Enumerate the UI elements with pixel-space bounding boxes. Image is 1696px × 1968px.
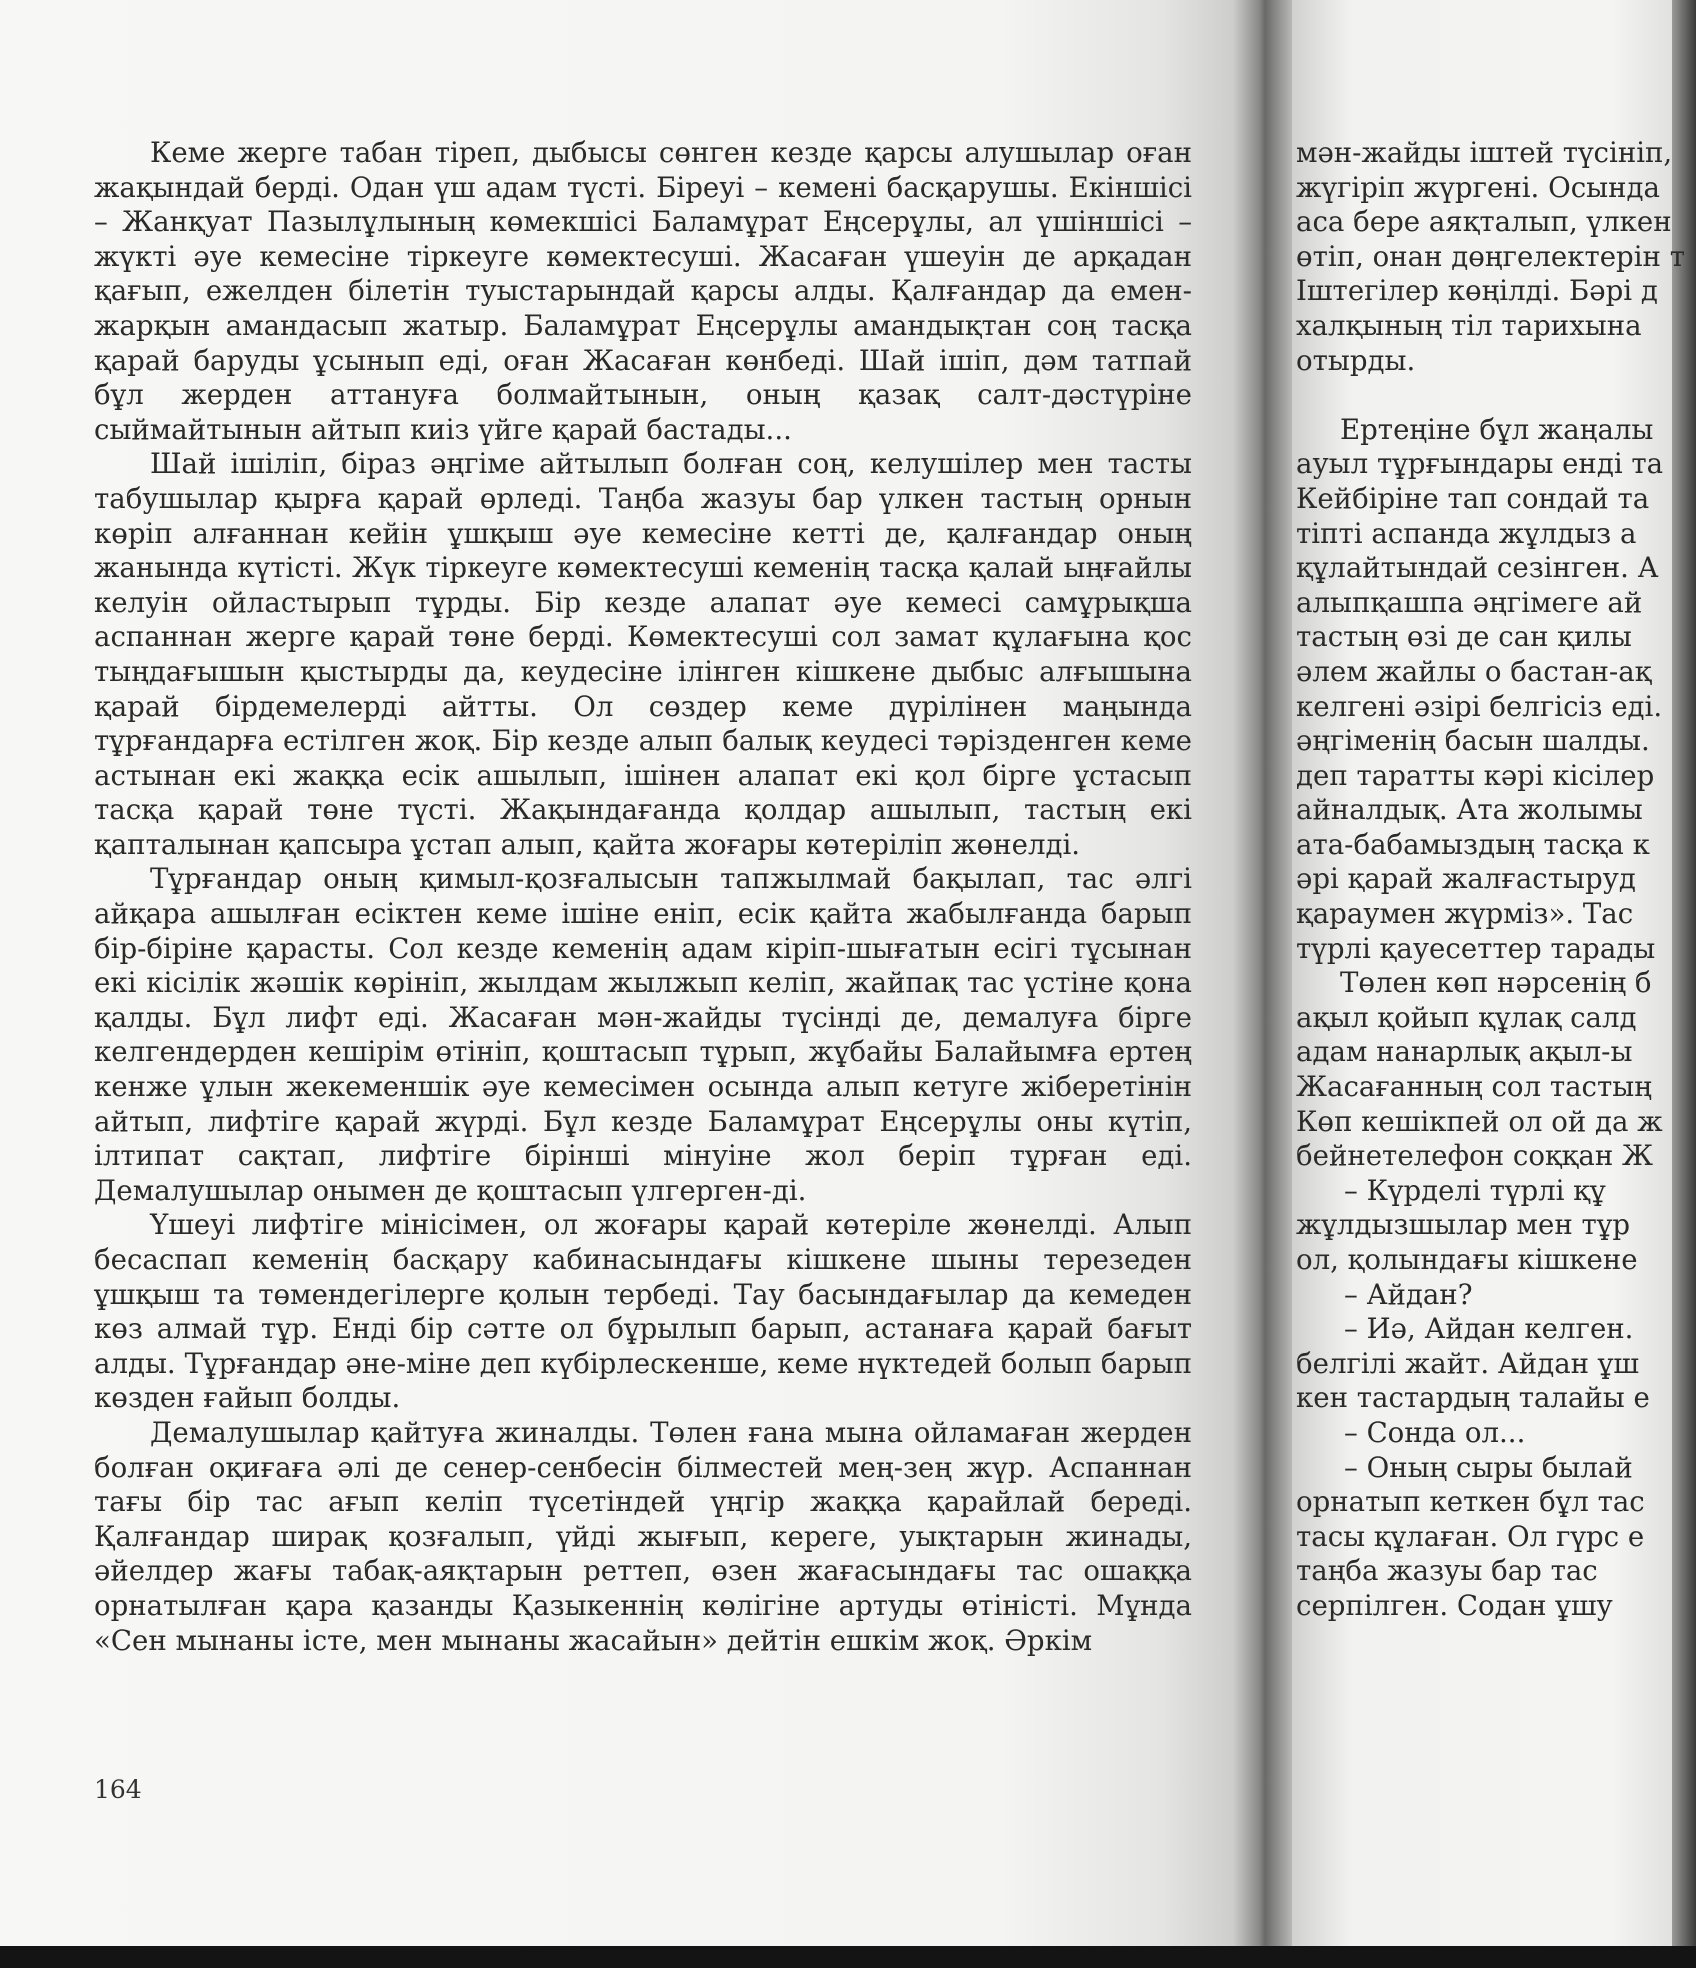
text-line: алыпқашпа әңгімеге ай xyxy=(1296,585,1643,619)
text-line: деп таратты кәрі кісілер xyxy=(1296,758,1655,792)
book-gutter xyxy=(1232,0,1292,1968)
text-line: – Оның сыры былай xyxy=(1344,1450,1633,1484)
text-line: әңгіменің басын шалды. xyxy=(1296,724,1650,758)
paragraph: Тұрғандар оның қимыл-қозғалысын тапжылмай бақылап, тас әлгі айқара ашылған есіктен кеме ішіне еніп, есік қайта жабылғанда барып бір-біріне қарасты. Сол кезде кеменің адам кіріп-шығатын есігі тұсынан екі кісілік жәшік көрініп, жылдам жылжып келіп, жайпақ тас үстіне қона қалды. Бұл лифт еді. Жасаған мән-жайды түсінді де, демалуға бірге келгендерден кешірім өтініп, қоштасып тұрып, жұбайы Балайымға ертең кенже ұлын жекеменшік әуе кемесімен осында алып кетуге жіберетінін айтып, лифтіге қарай жүрді. Бұл кезде Баламұрат Еңсерұлы оны күтіп, ілтипат сақтап, лифтіге бірінші мінуіне жол беріп тұрған еді. Демалушылар онымен де қоштасып үлгерген-ді. xyxy=(94,862,1192,1207)
text-line: отырды. xyxy=(1296,343,1416,377)
text-line: ауыл тұрғындары енді та xyxy=(1296,447,1664,481)
text-line: адам нанарлық ақыл-ы xyxy=(1296,1035,1633,1069)
text-line: – Иә, Айдан келген. xyxy=(1344,1312,1634,1346)
text-line: ол, қолындағы кішкене xyxy=(1296,1243,1638,1276)
text-line: Жасағанның сол тастың xyxy=(1296,1070,1652,1104)
text-line: Іштегілер көңілді. Бәрі д xyxy=(1296,274,1658,308)
paragraph: Шай ішіліп, біраз әңгіме айтылып болған соң, келушілер мен тасты табушылар қырға қарай өрледі. Таңба жазуы бар үлкен тастың орнын көріп алғаннан кейін ұшқыш әуе кемесіне кетті де, қалғандар оның жанында күтісті. Жүк тіркеуге көмектесуші кеменің тасқа қалай ыңғайлы келуін ойластырып тұрды. Бір кезде алапат әуе кемесі самұрықша аспаннан жерге қарай төне берді. Көмектесуші сол замат құлағына қос тыңдағышын қыстырды да, кеудесіне ілінген кішкене дыбыс алғышына қарай бірдемелерді айтты. Ол сөздер кеме дүрілінен маңында тұрғандарға естілген жоқ. Бір кезде алып балық кеудесі тәрізденген кеме астынан екі жаққа есік ашылып, ішінен алапат екі қол бірге ұстасып тасқа қарай төне түсті. Жақындағанда қолдар ашылып, тастың екі қапталынан қапсыра ұстап алып, қайта жоғары көтеріліп жөнелді. xyxy=(94,447,1192,861)
text-line: айналдық. Ата жолымы xyxy=(1296,793,1643,827)
text-line: келгені әзірі белгісіз еді. xyxy=(1296,689,1663,723)
text-line: ата-бабамыздың тасқа к xyxy=(1296,827,1650,861)
text-line: құлайтындай сезінген. А xyxy=(1296,551,1659,585)
text-line: қараумен жүрміз». Тас xyxy=(1296,897,1634,931)
bottom-background xyxy=(0,1946,1696,1968)
text-line: белгілі жайт. Айдан ұш xyxy=(1296,1346,1640,1380)
left-page-text xyxy=(94,136,1192,1658)
text-line: аса бере аяқталып, үлкен xyxy=(1296,205,1672,239)
text-line: орнатып кеткен бұл тас xyxy=(1296,1485,1645,1519)
right-page-text xyxy=(1296,136,1686,1624)
paragraph-gap xyxy=(1296,378,1686,413)
text-line: тастың өзі де сан қилы xyxy=(1296,620,1632,654)
text-line: Көп кешікпей ол ой да ж xyxy=(1296,1104,1663,1138)
text-line: әрі қарай жалғастыруд xyxy=(1296,862,1636,896)
paragraph: Демалушылар қайтуға жиналды. Төлен ғана мына ойламаған жерден болған оқиғаға әлі де сенер-сенбесін білместей мең-зең жүр. Аспаннан тағы бір тас ағып келіп түсетіндей үңгір жаққа қарайлай береді. Қалғандар ширақ қозғалып, үйді жығып, кереге, уықтарын жинады, әйелдер жағы табақ-аяқтарын реттеп, өзен жағасындағы тас ошаққа орнатылған қара қазанды Қазыкеннің көлігіне артуды өтіністі. Мұнда «Сен мынаны істе, мен мынаны жасайын» дейтін ешкім жоқ. Әркім xyxy=(94,1415,1192,1657)
text-line: Кейбіріне тап сондай та xyxy=(1296,481,1650,515)
paragraph: Кеме жерге табан тіреп, дыбысы сөнген кезде қарсы алушылар оған жақындай берді. Одан үш адам түсті. Біреуі – кемені басқарушы. Екіншісі – Жанқуат Пазылұлының көмекшісі Баламұрат Еңсерұлы, ал үшіншісі – жүкті әуе кемесіне тіркеуге көмектесуші. Жасаған үшеуін де арқадан қағып, ежелден білетін туыстарындай қарсы алды. Қалғандар да емен-жарқын амандасып жатыр. Баламұрат Еңсерұлы амандықтан соң тасқа қарай баруды ұсынып еді, оған Жасаған көнбеді. Шай ішіп, дәм татпай бұл жерден аттануға болмайтынын, оның қазақ салт-дәстүріне сыймайтынын айтып киіз үйге қарай бастады... xyxy=(94,136,1192,446)
text-line: өтіп, онан дөңгелектерін т xyxy=(1296,239,1685,273)
text-line: жүгіріп жүргені. Осында xyxy=(1296,170,1660,204)
text-line: мән-жайды іштей түсініп, xyxy=(1296,136,1673,169)
text-line: түрлі қауесеттер тарады xyxy=(1296,931,1656,965)
text-line: – Күрделі түрлі құ xyxy=(1344,1173,1606,1207)
right-text-block xyxy=(1296,413,1686,1624)
paragraph: Үшеуі лифтіге мінісімен, ол жоғары қарай көтеріле жөнелді. Алып бесаспап кеменің басқару кабинасындағы кішкене шыны терезеден ұшқыш та төмендегілерге қолын тербеді. Тау басындағылар да кемеден көз алмай тұр. Енді бір сәтте ол бұрылып барып, астанаға қарай бағыт алды. Тұрғандар әне-міне деп күбірлескенше, кеме нүктедей болып барып көзден ғайып болды. xyxy=(94,1208,1192,1415)
text-line: серпілген. Содан ұшу xyxy=(1296,1588,1613,1622)
text-line: – Айдан? xyxy=(1344,1277,1473,1311)
text-line: халқының тіл тарихына xyxy=(1296,308,1642,342)
text-line: таңба жазуы бар тас xyxy=(1296,1554,1598,1588)
text-line: бейнетелефон соққан Ж xyxy=(1296,1139,1654,1173)
text-line: Ертеңіне бұл жаңалы xyxy=(1340,412,1654,446)
text-line: тіпті аспанда жұлдыз а xyxy=(1296,516,1637,550)
text-line: ақыл қойып құлақ салд xyxy=(1296,1000,1637,1034)
text-line: әлем жайлы о бастан-ақ xyxy=(1296,654,1652,688)
text-line: – Сонда ол... xyxy=(1344,1415,1526,1449)
text-line: жұлдызшылар мен тұр xyxy=(1296,1208,1631,1242)
page-number: 164 xyxy=(94,1775,142,1804)
text-line: тасы құлаған. Ол гүрс е xyxy=(1296,1519,1645,1553)
right-text-block xyxy=(1296,136,1686,378)
text-line: Төлен көп нәрсенің б xyxy=(1340,966,1652,1000)
text-line: кен тастардың талайы е xyxy=(1296,1381,1650,1415)
